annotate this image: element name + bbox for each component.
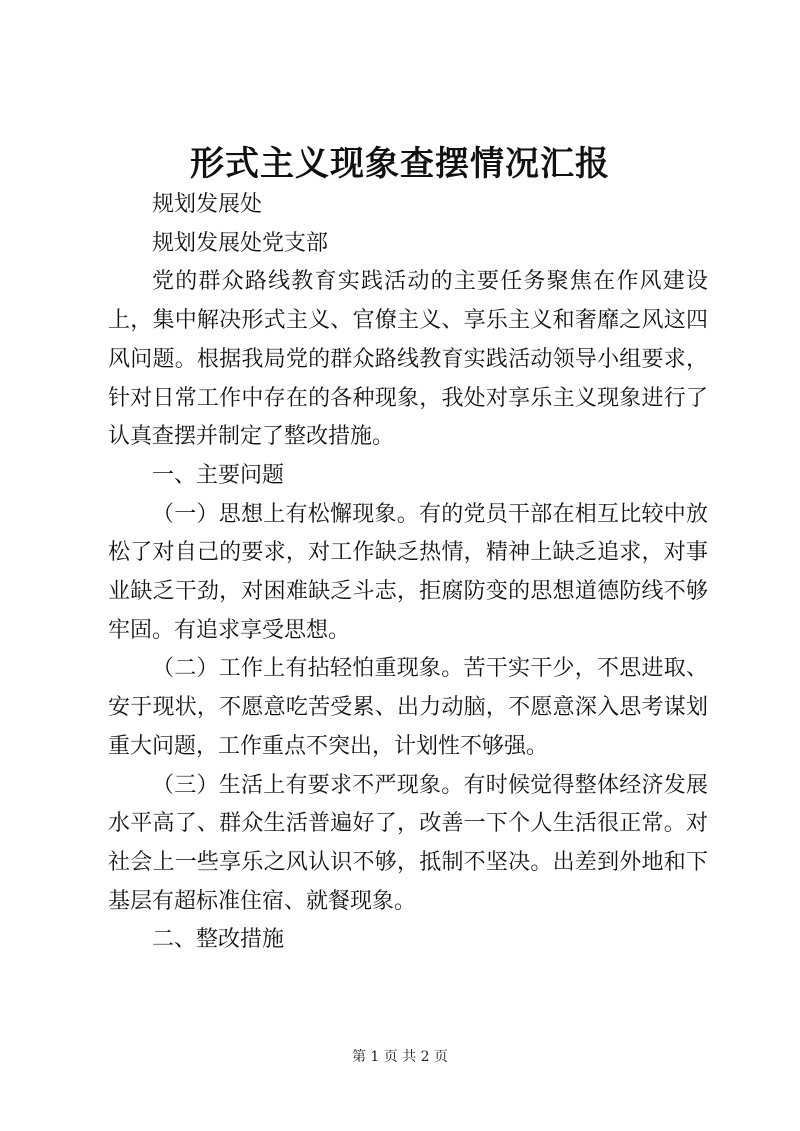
- paragraph-problem-1: （一）思想上有松懈现象。有的党员干部在相互比较中放松了对自己的要求，对工作缺乏热情，精神上缺乏追求，对事业缺乏干劲，对困难缺乏斗志，拒腐防变的思想道德防线不够牢固。有追求享受思想。: [108, 501, 708, 643]
- section-heading-main-problems: 一、主要问题: [152, 462, 285, 488]
- paragraph-department: 规划发展处: [152, 192, 263, 217]
- section-heading-rectification: 二、整改措施: [152, 927, 285, 953]
- paragraph-intro: 党的群众路线教育实践活动的主要任务聚焦在作风建设上，集中解决形式主义、官僚主义、享乐主义和奢靡之风这四风问题。根据我局党的群众路线教育实践活动领导小组要求，针对日常工作中存在的各种现象，我处对享乐主义现象进行了认真查摆并制定了整改措施。: [108, 269, 708, 450]
- paragraph-problem-3: （三）生活上有要求不严现象。有时候觉得整体经济发展水平高了、群众生活普遍好了，改善一下个人生活很正常。对社会上一些享乐之风认识不够，抵制不坚决。出差到外地和下基层有超标准住宿、就餐现象。: [108, 772, 708, 914]
- paragraph-party-branch: 规划发展处党支部: [152, 230, 329, 256]
- document-body: [108, 186, 708, 960]
- page-footer: 第 1 页 共 2 页: [351, 1049, 449, 1065]
- document-title: 形式主义现象查摆情况汇报: [190, 144, 610, 184]
- paragraph-problem-2: （二）工作上有拈轻怕重现象。苦干实干少，不思进取、安于现状，不愿意吃苦受累、出力动脑，不愿意深入思考谋划重大问题，工作重点不突出，计划性不够强。: [108, 656, 708, 759]
